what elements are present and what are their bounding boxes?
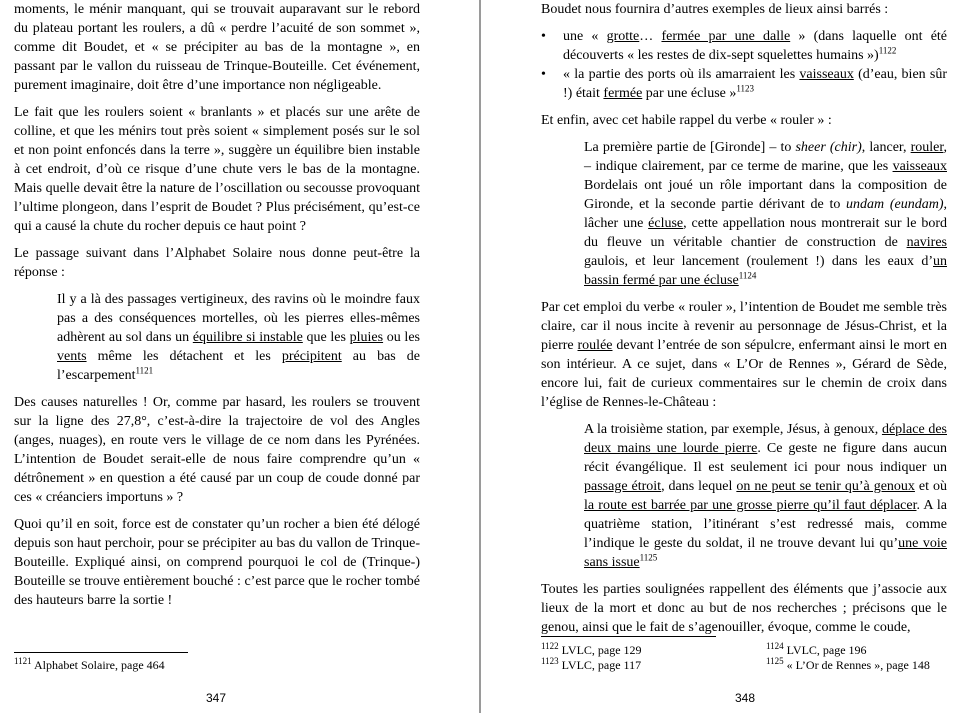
paragraph: Toutes les parties soulignées rappellent des éléments que j’associe aux lieux de la mort et donc au but de nos recherches ; précisons que le genou, ainsi que le fait de s’agenouiller, évoque, comme le coude, xyxy=(541,582,947,635)
list-item: • une « grotte… fermée par une dalle » (dans laquelle ont été découverts « les restes de dix-sept squelettes humains »)$^{1122}$ xyxy=(541,29,948,63)
right-page-body xyxy=(541,0,947,645)
bullet-list xyxy=(541,27,947,103)
footnote-ref[interactable]: 1125 xyxy=(639,552,658,563)
paragraph: Quoi qu’il en soit, force est de constater qu’un rocher a bien été délogé depuis son haut perchoir, pour se précipiter au bas du vallon de Trinque-Bouteille. Expliqué ainsi, on comprend pourquoi le col de (Trinque-) Bouteille se trouve entièrement bouché : c’est parce que le rocher tombé des hauteurs barre la sortie ! xyxy=(14,517,420,608)
block-quote: La première partie de [Gironde] – to sheer (chir), lancer, rouler, – indique clairement, par ce terme de marine, que les vaisseaux Bordelais ont joué un rôle important dans la composition de Gironde, et la seconde partie dérivant de to undam (eundam), lâcher une écluse, cette appellation nous montrerait sur le bord du fleuve un véritable chantier de construction de navires gaulois, et leur lancement (roulement !) dans les eaux d’un bassin fermé par une écluse$^{1124}$ xyxy=(584,140,947,288)
footnote-ref[interactable]: 1124 xyxy=(738,270,757,281)
footnote: $^{1124}$ LVLC, page 196 xyxy=(766,641,867,657)
paragraph: moments, le ménir manquant, qui se trouvait auparavant sur le rebord du plateau portant les roulers, a dû « perdre l’acuité de son sommet », comme dit Boudet, et « se précipiter au bas de la montagne », en passant par le vallon du ruisseau de Trinque-Bouteille. Cet événement, purement imaginaire, doit être d’une importance non négligeable. xyxy=(14,2,420,93)
paragraph: Le fait que les roulers soient « branlants » et placés sur une arête de colline, et que les ménirs tout près soient « simplement posés sur le sol et non point enfoncés dans la terre », suggère un équilibre bien instable à cet endroit, d’où ce risque d’une chute vers le bas de la montagne. Mais quelle devait être la nature de l’oscillation ou secousse provoquant l’ultime plongeon, dans l’esprit de Boudet ? Plus précisément, qu’est-ce qui a causé la chute du rocher depuis ce haut point ? xyxy=(14,105,420,234)
underlined-phrase: équilibre si instable xyxy=(192,330,303,345)
underlined-phrase: vents xyxy=(57,349,87,364)
footnote-separator xyxy=(541,636,716,637)
list-item: • « la partie des ports où ils amarraient les vaisseaux (d’eau, bien sûr !) était fermée par une écluse »$^{1123}$ xyxy=(541,67,948,101)
footnote: $^{1122}$ LVLC, page 129 xyxy=(541,641,642,657)
left-page xyxy=(0,0,478,713)
block-quote: Il y a là des passages vertigineux, des ravins où le moindre faux pas a des conséquences mortelles, où les pierres elles-mêmes adhèrent au sol dans un équilibre si instable que les pluies ou les vents même les détachent et les précipitent au bas de l’escarpement$^{1121}$ xyxy=(57,292,420,383)
page-number: 348 xyxy=(735,691,756,705)
footnote: $^{1121}$ Alphabet Solaire, page 464 xyxy=(14,656,165,672)
underlined-phrase: pluies xyxy=(349,330,384,345)
paragraph: Des causes naturelles ! Or, comme par hasard, les roulers se trouvent sur la ligne des 27,8°, c’est-à-dire la trajectoire de vol des Angles (anges, nuages), en route vers le village de ce nom dans les Pyrénées. L’intention de Boudet serait-elle de nous faire comprendre qu’un « détrônement » en question a été causé par un coup de coude donné par ces « créanciers importuns » ? xyxy=(14,395,420,505)
page-number: 347 xyxy=(206,691,227,705)
footnote-ref[interactable]: 1121 xyxy=(135,365,154,376)
right-page xyxy=(483,0,971,713)
page-divider xyxy=(479,0,481,713)
bullet-icon: • xyxy=(541,29,546,44)
block-quote: A la troisième station, par exemple, Jésus, à genoux, déplace des deux mains une lourde pierre. Ce geste ne figure dans aucun récit évangélique. Il est seulement ici pour nous indiquer un passage étroit, dans lequel on ne peut se tenir qu’à genoux et où la route est barrée par une grosse pierre qu’il faut déplacer. A la quatrième station, l’itinérant s’est redressé mais, comme l’indique le geste du soldat, il ne trouve devant lui qu’une voie sans issue$^{1125}$ xyxy=(584,422,948,570)
footnote: $^{1123}$ LVLC, page 117 xyxy=(541,656,642,672)
footnote: $^{1125}$ « L’Or de Rennes », page 148 xyxy=(766,656,930,672)
bullet-icon: • xyxy=(541,67,546,82)
left-page-body xyxy=(14,0,420,618)
underlined-phrase: précipitent xyxy=(281,349,342,364)
footnote-separator xyxy=(14,652,188,653)
footnote-ref[interactable]: 1122 xyxy=(878,45,897,56)
paragraph: Boudet nous fournira d’autres exemples de lieux ainsi barrés : xyxy=(541,2,889,17)
paragraph: Par cet emploi du verbe « rouler », l’intention de Boudet me semble très claire, car il nous incite à revenir au personnage de Jésus-Christ, et la pierre roulée devant l’entrée de son sépulcre, enfermant ainsi le mort en son intérieur. A ce sujet, dans « L’Or de Rennes », Gérard de Sède, encore lui, fait de curieux commentaires sur le chemin de croix dans l’église de Rennes-le-Château : xyxy=(541,300,947,410)
footnote-ref[interactable]: 1123 xyxy=(736,83,755,94)
paragraph: Et enfin, avec cet habile rappel du verbe « rouler » : xyxy=(541,113,832,128)
paragraph: Le passage suivant dans l’Alphabet Solaire nous donne peut-être la réponse : xyxy=(14,246,420,280)
